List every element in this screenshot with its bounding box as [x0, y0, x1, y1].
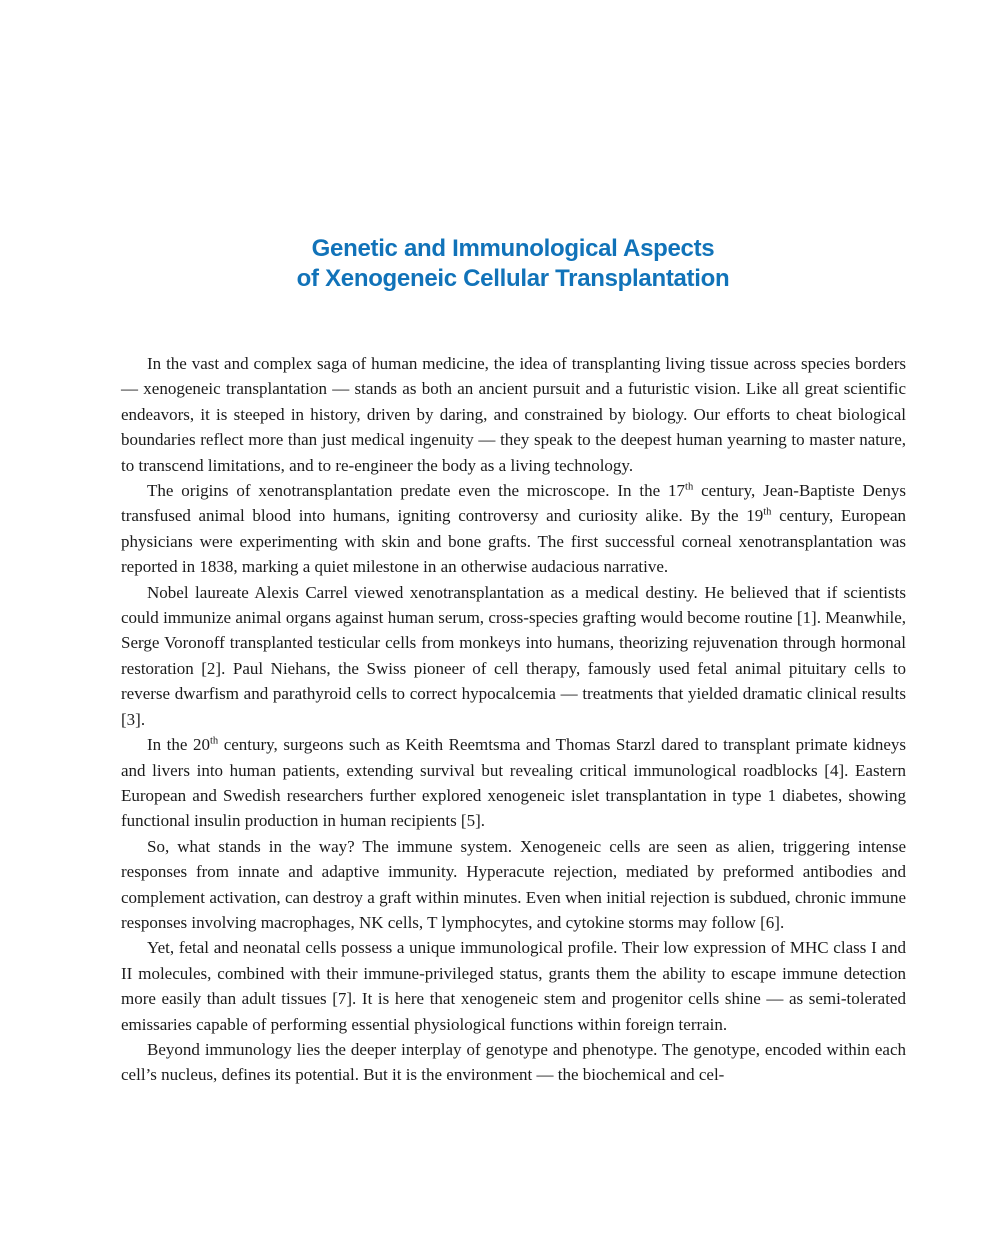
body-paragraph: The origins of xenotransplantation predate even the microscope. In the 17th century, Jean-Baptiste Denys transfused animal blood into humans, igniting controversy and curiosity alike. By the 19th century, European physicians were experimenting with skin and bone grafts. The first successful corneal xenotransplantation was reported in 1838, marking a quiet milestone in an otherwise audacious narrative. — [121, 481, 906, 577]
body-paragraph: Nobel laureate Alexis Carrel viewed xenotransplantation as a medical destiny. He believed that if scientists could immunize animal organs against human serum, cross-species grafting would become routine [1]. Meanwhile, Serge Voronoff transplanted testicular cells from monkeys into humans, theorizing rejuvenation through hormonal restoration [2]. Paul Niehans, the Swiss pioneer of cell therapy, famously used fetal animal pituitary cells to reverse dwarfism and parathyroid cells to correct hypocalcemia — treatments that yielded dramatic clinical results [3]. — [121, 582, 906, 729]
body-paragraph: In the 20th century, surgeons such as Keith Reemtsma and Thomas Starzl dared to transplant primate kidneys and livers into human patients, extending survival but revealing critical immunological roadblocks [4]. Eastern European and Swedish researchers further explored xenogeneic islet transplantation in type 1 diabetes, showing functional insulin production in human recipients [5]. — [121, 735, 906, 831]
body-paragraph: Beyond immunology lies the deeper interplay of genotype and phenotype. The genotype, encoded within each cell’s nucleus, defines its potential. But it is the environment — the biochemical and cel- — [121, 1039, 906, 1085]
article-body — [121, 351, 906, 1088]
article-title-line-2: of Xenogeneic Cellular Transplantation — [296, 265, 730, 292]
article-title — [120, 234, 906, 294]
article-title-line-1: Genetic and Immunological Aspects — [311, 235, 715, 262]
body-paragraph: In the vast and complex saga of human medicine, the idea of transplanting living tissue across species borders — xenogeneic transplantation — stands as both an ancient pursuit and a futuristic vision. Like all great scientific endeavors, it is steeped in history, driven by daring, and constrained by biology. Our efforts to cheat biological boundaries reflect more than just medical ingenuity — they speak to the deepest human yearning to master nature, to transcend limitations, and to re-engineer the body as a living technology. — [121, 354, 906, 475]
body-paragraph: Yet, fetal and neonatal cells possess a unique immunological profile. Their low expression of MHC class I and II molecules, combined with their immune-privileged status, grants them the ability to escape immune detection more easily than adult tissues [7]. It is here that xenogeneic stem and progenitor cells shine — as semi-tolerated emissaries capable of performing essential physiological functions within foreign terrain. — [121, 938, 906, 1034]
body-paragraph: So, what stands in the way? The immune system. Xenogeneic cells are seen as alien, triggering intense responses from innate and adaptive immunity. Hyperacute rejection, mediated by preformed antibodies and complement activation, can destroy a graft within minutes. Even when initial rejection is subdued, chronic immune responses involving macrophages, NK cells, T lymphocytes, and cytokine storms may follow [6]. — [121, 836, 906, 932]
